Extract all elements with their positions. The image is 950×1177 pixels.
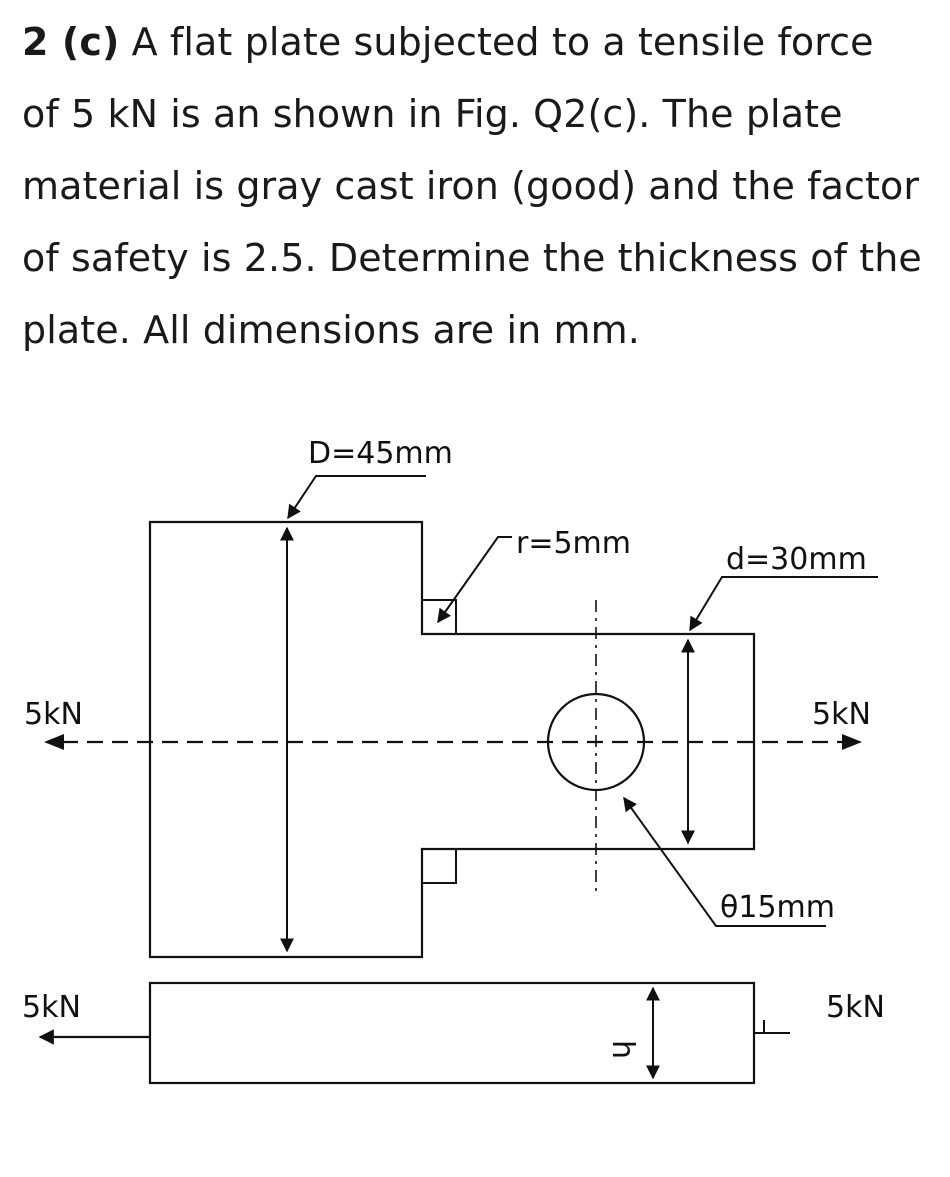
dimension-d-leader [690,577,878,630]
question-number: 2 (c) [22,20,120,64]
dimension-D-leader [288,476,426,518]
side-view-plate [150,983,754,1083]
force-arrow-right-top [842,734,862,750]
label-force-left-top: 5kN [24,697,83,732]
force-arrow-left-top [44,734,64,750]
label-force-left-bottom: 5kN [22,990,81,1025]
question-body: A flat plate subjected to a tensile force of 5 kN is an shown in Fig. Q2(c). The plate material is gray cast iron (good) and the factor of safety is 2.5. Determine the thickness of the plate. All dimensions are in mm. [22,20,922,352]
label-r: r=5mm [516,526,632,561]
plate-outline [150,522,754,957]
label-hole-diameter: θ15mm [720,890,835,925]
label-D: D=45mm [308,436,453,471]
label-d: d=30mm [726,542,867,577]
label-thickness: h [605,1040,640,1060]
label-force-right-bottom: 5kN [826,990,885,1025]
label-force-right-top: 5kN [812,697,871,732]
radius-leader [438,537,512,622]
fillet-box-bottom [422,849,456,883]
